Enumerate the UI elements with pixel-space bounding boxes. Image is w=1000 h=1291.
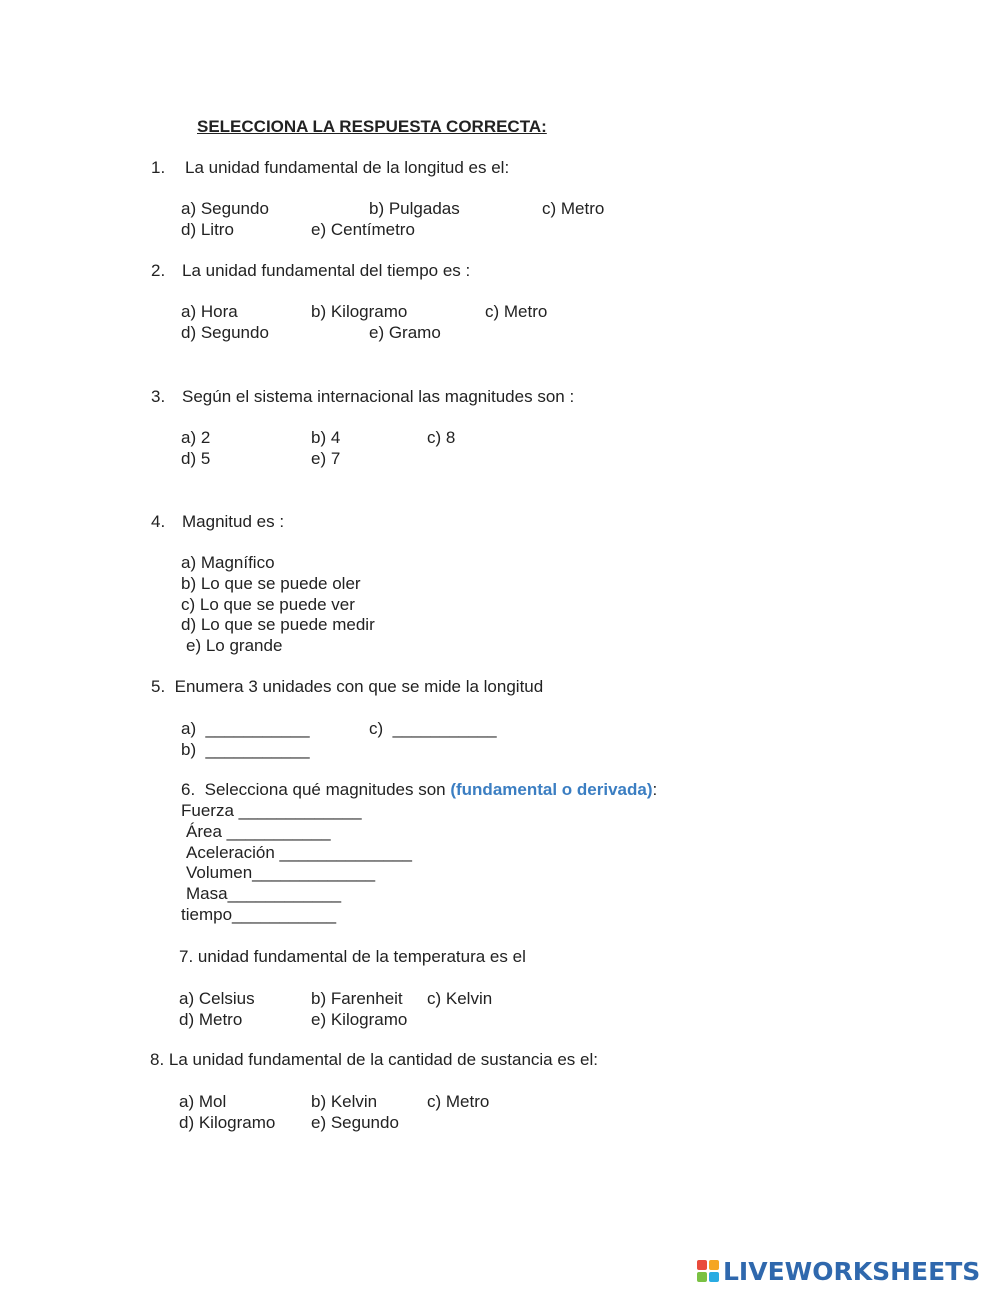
- q1-option-e: e) Centímetro: [311, 220, 415, 239]
- q5-blank-a: a) ___________: [181, 719, 310, 738]
- q5-blank-b: b) ___________: [181, 740, 310, 759]
- q3-option-e: e) 7: [311, 449, 341, 468]
- q8-option-e: e) Segundo: [311, 1113, 399, 1132]
- q8-option-b: b) Kelvin: [311, 1092, 378, 1111]
- q7-option-b: b) Farenheit: [311, 989, 403, 1008]
- q7-option-d: d) Metro: [179, 1010, 243, 1029]
- q6-text: [181, 780, 657, 800]
- q1-number: 1.: [151, 158, 166, 177]
- q2-option-a: a) Hora: [181, 302, 238, 321]
- q3-option-c: c) 8: [427, 428, 456, 447]
- q6-item-masa: Masa____________: [186, 884, 342, 903]
- q6-item-aceleracion: Aceleración ______________: [186, 843, 412, 862]
- q4-option-b: b) Lo que se puede oler: [181, 574, 361, 593]
- q1-option-a: a) Segundo: [181, 199, 269, 218]
- q8-text: 8. La unidad fundamental de la cantidad de sustancia es el:: [150, 1050, 598, 1069]
- q3-option-d: d) 5: [181, 449, 211, 468]
- q6-item-tiempo: tiempo___________: [181, 905, 337, 924]
- q6-item-area: Área ___________: [186, 822, 331, 841]
- q6-prompt: 6. Selecciona qué magnitudes son: [181, 780, 451, 799]
- q4-option-e: e) Lo grande: [186, 636, 283, 655]
- q6-colon: :: [652, 780, 658, 799]
- logo-blocks-icon: [697, 1260, 719, 1282]
- q2-option-d: d) Segundo: [181, 323, 269, 342]
- q6-item-fuerza: Fuerza _____________: [181, 801, 362, 820]
- logo-block-orange: [709, 1260, 719, 1270]
- q3-option-a: a) 2: [181, 428, 211, 447]
- logo-block-blue: [709, 1272, 719, 1282]
- q5-text: 5. Enumera 3 unidades con que se mide la longitud: [151, 677, 544, 696]
- q4-text: Magnitud es :: [182, 512, 285, 531]
- worksheet-title: SELECCIONA LA RESPUESTA CORRECTA:: [197, 117, 547, 136]
- q1-option-b: b) Pulgadas: [369, 199, 460, 218]
- q4-option-a: a) Magnífico: [181, 553, 275, 572]
- q8-option-a: a) Mol: [179, 1092, 227, 1111]
- q1-option-c: c) Metro: [542, 199, 605, 218]
- q7-option-a: a) Celsius: [179, 989, 255, 1008]
- liveworksheets-logo: [697, 1256, 980, 1286]
- q6-item-volumen: Volumen_____________: [186, 863, 376, 882]
- logo-block-green: [697, 1272, 707, 1282]
- q5-blank-c: c) ___________: [369, 719, 497, 738]
- q7-text: 7. unidad fundamental de la temperatura es el: [179, 947, 526, 966]
- q4-number: 4.: [151, 512, 166, 531]
- q2-option-c: c) Metro: [485, 302, 548, 321]
- q1-option-d: d) Litro: [181, 220, 234, 239]
- q2-text: La unidad fundamental del tiempo es :: [182, 261, 471, 280]
- q4-option-c: c) Lo que se puede ver: [181, 595, 355, 614]
- q3-number: 3.: [151, 387, 166, 406]
- q3-option-b: b) 4: [311, 428, 341, 447]
- q2-option-b: b) Kilogramo: [311, 302, 408, 321]
- q2-number: 2.: [151, 261, 166, 280]
- q8-option-c: c) Metro: [427, 1092, 490, 1111]
- q4-option-d: d) Lo que se puede medir: [181, 615, 375, 634]
- logo-block-red: [697, 1260, 707, 1270]
- q1-text: La unidad fundamental de la longitud es el:: [185, 158, 510, 177]
- brand-name: LIVEWORKSHEETS: [723, 1256, 981, 1286]
- q7-option-c: c) Kelvin: [427, 989, 493, 1008]
- q7-option-e: e) Kilogramo: [311, 1010, 408, 1029]
- q8-option-d: d) Kilogramo: [179, 1113, 276, 1132]
- q6-highlight: (fundamental o derivada): [450, 780, 653, 799]
- q2-option-e: e) Gramo: [369, 323, 441, 342]
- q3-text: Según el sistema internacional las magnitudes son :: [182, 387, 575, 406]
